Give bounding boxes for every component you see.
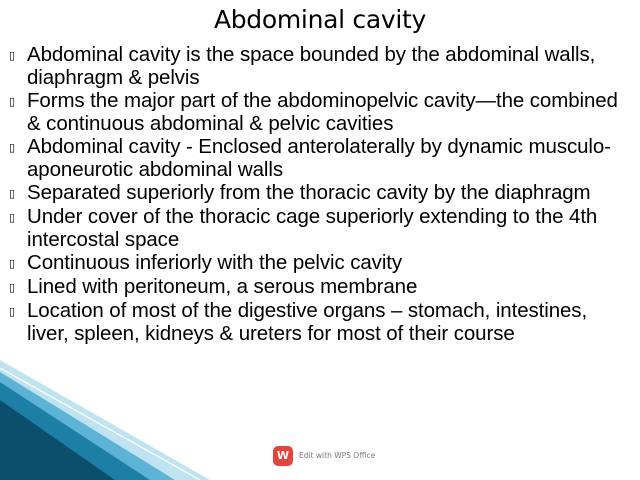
bullet-list	[9, 43, 629, 345]
bullet-icon: ▯	[9, 257, 16, 270]
bullet-item	[9, 181, 629, 205]
bullet-icon: ▯	[9, 95, 16, 108]
bullet-item	[9, 275, 629, 299]
slide-title: Abdominal cavity	[213, 5, 427, 34]
bullet-item	[9, 205, 629, 251]
bullet-text: Abdominal cavity - Enclosed anterolaterally by dynamic musculo-aponeurotic abdominal walls	[27, 135, 611, 181]
bullet-text: Continuous inferiorly with the pelvic cavity	[27, 251, 403, 274]
bullet-text: Abdominal cavity is the space bounded by the abdominal walls, diaphragm & pelvis	[27, 43, 596, 89]
bullet-text: Lined with peritoneum, a serous membrane	[27, 275, 418, 298]
bullet-icon: ▯	[9, 187, 16, 200]
bullet-item	[9, 251, 629, 275]
bullet-text: Forms the major part of the abdominopelvic cavity—the combined & continuous abdominal & pelvic cavities	[27, 89, 618, 135]
bullet-icon: ▯	[9, 211, 16, 224]
bullet-icon: ▯	[9, 305, 16, 318]
bullet-text: Location of most of the digestive organs – stomach, intestines, liver, spleen, kidneys & ureters for most of their course	[27, 299, 588, 345]
wps-watermark[interactable]	[273, 446, 375, 466]
bullet-icon: ▯	[9, 141, 16, 154]
bullet-item	[9, 135, 629, 181]
watermark-text: Edit with WPS Office	[299, 451, 376, 460]
bullet-text: Separated superiorly from the thoracic cavity by the diaphragm	[27, 181, 591, 204]
wps-logo-icon: W	[273, 446, 293, 466]
bullet-item	[9, 43, 629, 89]
bullet-icon: ▯	[9, 281, 16, 294]
bullet-icon: ▯	[9, 49, 16, 62]
bullet-text: Under cover of the thoracic cage superiorly extending to the 4th intercostal space	[27, 205, 598, 251]
bullet-item	[9, 89, 629, 135]
bullet-item	[9, 299, 629, 345]
